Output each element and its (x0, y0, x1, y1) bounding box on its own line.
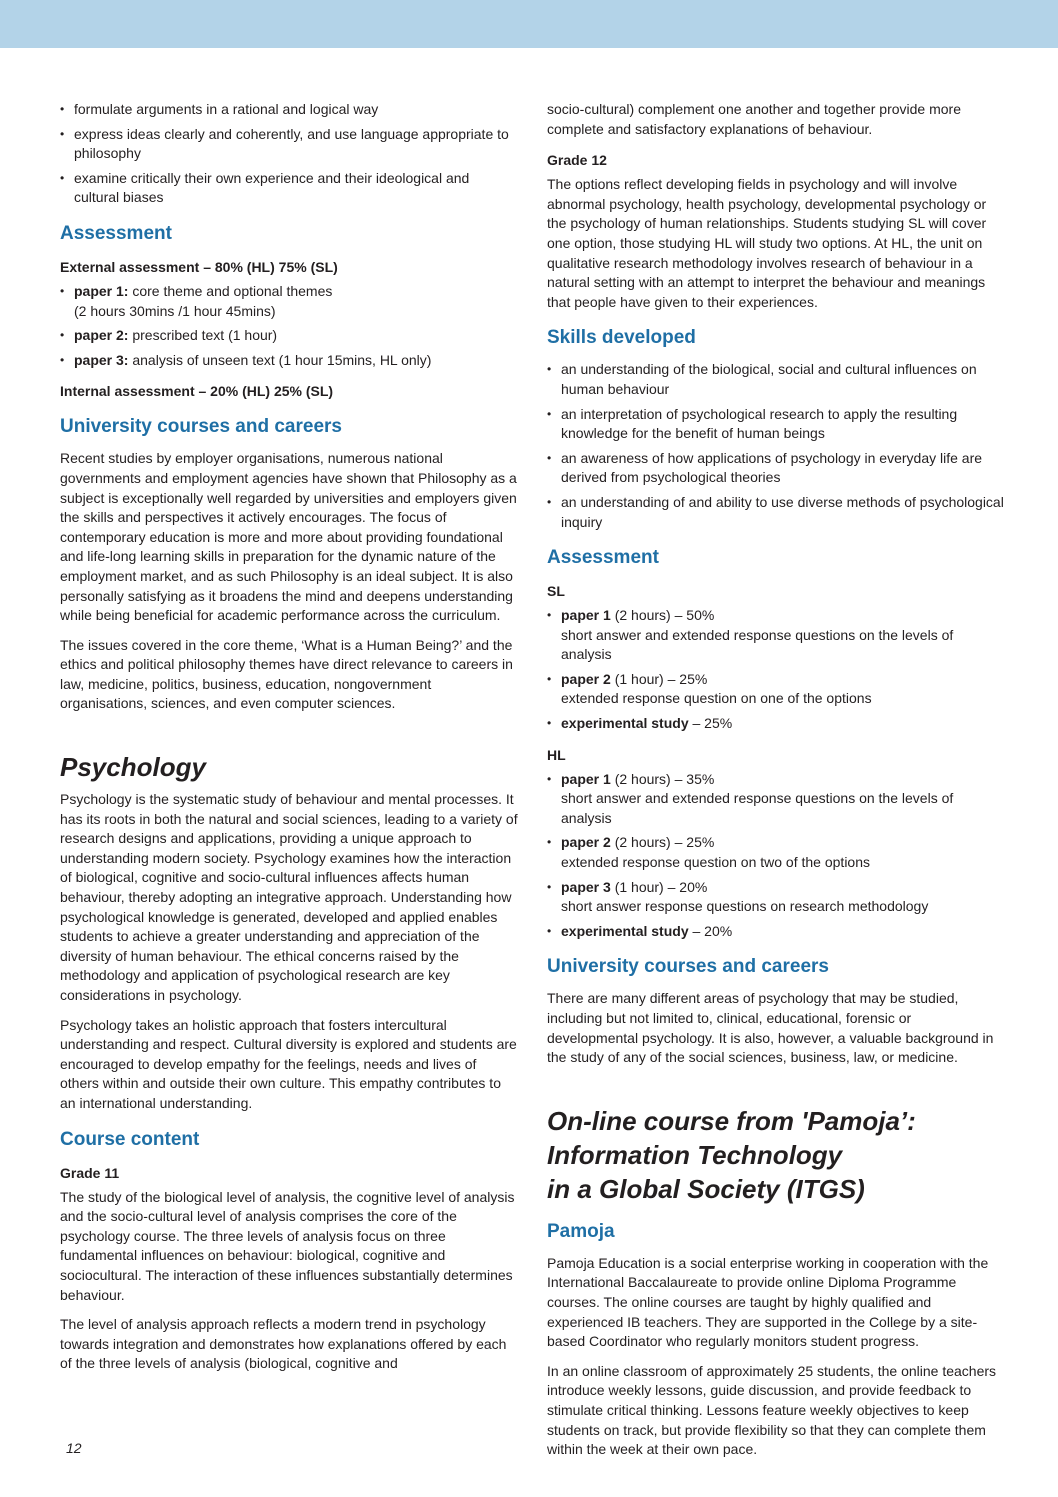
paper-detail: extended response question on one of the options (561, 690, 872, 707)
list-item: • an understanding of and ability to use diverse methods of psychological inquiry (547, 493, 1005, 532)
skills-list (547, 360, 1005, 532)
assessment-heading: Assessment (60, 222, 172, 244)
external-assessment-heading: External assessment – 80% (HL) 75% (SL) (60, 258, 338, 275)
paper-label: paper 2 (561, 834, 611, 851)
sl-heading: SL (547, 583, 565, 600)
paper-text: – 20% (688, 922, 733, 939)
list-item: • an understanding of the biological, social and cultural influences on human behaviour (547, 360, 1005, 399)
continued-paragraph: socio-cultural) complement one another and together provide more complete and satisfactory explanations of behaviour. (547, 101, 962, 137)
list-item (60, 282, 518, 321)
paper-text: (2 hours) – 25% (610, 834, 715, 851)
philosophy-aims-list (60, 100, 518, 208)
grade-11-paragraph: The study of the biological level of analysis, the cognitive level of analysis and the socio-cultural level of analysis comprises the core of the psychology course. The three levels of analysis focus on three fundamental influences on behaviour: biological, cognitive and sociocultural. The interaction of these influences substantially determines behaviour. (60, 1188, 515, 1303)
list-item (547, 878, 1005, 917)
list-item: • express ideas clearly and coherently, and use language appropriate to philosophy (60, 125, 518, 164)
careers-heading: University courses and careers (547, 956, 829, 978)
left-column (60, 100, 518, 1384)
internal-assessment-heading: Internal assessment – 20% (HL) 25% (SL) (60, 383, 334, 400)
title-line: Information Technology (547, 1139, 843, 1170)
list-item: • an awareness of how applications of psychology in everyday life are derived from psychological theories (547, 449, 1005, 488)
paper-label: experimental study (561, 715, 689, 732)
paper-text: (2 hours) – 35% (610, 770, 715, 787)
paper-detail: extended response question on two of the options (561, 854, 870, 871)
psychology-paragraph: Psychology takes an holistic approach that fosters intercultural understanding and respect. Cultural diversity is explored and students are encouraged to develop empathy for the feelings, needs and lives of others within and outside their own culture. This empathy contributes to an international understanding. (60, 1016, 517, 1111)
paper-text: (2 hours) – 50% (610, 607, 715, 624)
pamoja-paragraph: Pamoja Education is a social enterprise working in cooperation with the International Baccalaureate to provide online Diploma Programme courses. The online courses are taught by highly qualified and experienced IB teachers. They are supported in the College by a site-based Coordinator who regularly monitors student progress. (547, 1254, 989, 1350)
assessment-heading: Assessment (547, 547, 659, 569)
paper-text: analysis of unseen text (1 hour 15mins, HL only) (128, 351, 432, 368)
pamoja-heading: Pamoja (547, 1220, 615, 1242)
careers-paragraph: Recent studies by employer organisations, numerous national governments and employment agencies have shown that Philosophy as a subject is exceptionally well regarded by universities and employers given the skills and perspectives it actively encourages. The focus of contemporary education is more and more about providing foundational and life-long learning skills in preparation for the dynamic nature of the employment market, and as such Philosophy is an ideal subject. It is also personally satisfying as it broadens the mind and deepens understanding while being beneficial for academic performance across the curriculum. (60, 450, 517, 624)
careers-paragraph: The issues covered in the core theme, ‘What is a Human Being?’ and the ethics and political philosophy themes have direct relevance to careers in law, medicine, politics, business, education, nongovernment organisations, sciences, and even computer sciences. (60, 636, 513, 712)
philosophy-papers-list (60, 282, 518, 370)
paper-label: paper 3 (561, 878, 611, 895)
list-item (547, 670, 1005, 709)
course-content-heading: Course content (60, 1128, 200, 1150)
page-number: 12 (66, 1440, 82, 1456)
list-item (547, 714, 1005, 734)
sl-assessment-list (547, 606, 1005, 734)
list-item (60, 351, 518, 371)
itgs-title (547, 1104, 1005, 1206)
paper-label: paper 3: (74, 351, 129, 368)
paper-detail: short answer response questions on research methodology (561, 898, 929, 915)
careers-heading: University courses and careers (60, 416, 342, 438)
header-band (0, 0, 1058, 48)
list-item: • examine critically their own experience and their ideological and cultural biases (60, 169, 518, 208)
list-item (547, 922, 1005, 942)
paper-label: paper 1: (74, 282, 129, 299)
paper-text: (1 hour) – 25% (610, 670, 708, 687)
grade-12-paragraph: The options reflect developing fields in psychology and will involve abnormal psychology, health psychology, developmental psychology or the psychology of human relationships. Students studying SL will cover one option, those studying HL will study two options. At HL, the unit on qualitative research methodology involves research of behaviour in a natural setting with an attempt to interpret the behaviour and meanings that people have given to their experiences. (547, 176, 987, 310)
list-item (547, 770, 1005, 829)
paper-text: prescribed text (1 hour) (128, 327, 278, 344)
list-item (547, 833, 1005, 872)
hl-heading: HL (547, 746, 566, 763)
careers-paragraph: There are many different areas of psychology that may be studied, including but not limited to, clinical, educational, forensic or developmental psychology. It is also, however, a valuable background in the study of any of the social sciences, business, law, or medicine. (547, 990, 994, 1066)
paper-label: experimental study (561, 922, 689, 939)
paper-text: (1 hour) – 20% (610, 878, 708, 895)
grade-11-heading: Grade 11 (60, 1164, 120, 1181)
title-line: On-line course from 'Pamoja’: (547, 1105, 916, 1136)
grade-12-heading: Grade 12 (547, 152, 607, 169)
paper-label: paper 2 (561, 670, 611, 687)
paper-text: – 25% (688, 715, 733, 732)
list-item (547, 606, 1005, 665)
paper-label: paper 1 (561, 770, 611, 787)
paper-detail: short answer and extended response questions on the levels of analysis (561, 626, 954, 663)
paper-label: paper 1 (561, 607, 611, 624)
hl-assessment-list (547, 770, 1005, 942)
right-column (547, 100, 1005, 1470)
pamoja-paragraph: In an online classroom of approximately 25 students, the online teachers introduce weekly lessons, guide discussion, and provide feedback to stimulate critical thinking. Lessons feature weekly objectives to keep students on track, but provide flexibility so that they can complete them within the week at their own pace. (547, 1362, 997, 1458)
list-item (60, 326, 518, 346)
psychology-paragraph: Psychology is the systematic study of behaviour and mental processes. It has its roots in both the natural and social sciences, leading to a variety of research designs and applications, providing a unique approach to understanding modern society. Psychology examines how the interaction of biological, cognitive and socio-cultural influences affects human behaviour, thereby adopting an integrative approach. Understanding how psychological knowledge is generated, developed and applied enables students to achieve a greater understanding and appreciation of the diversity of human behaviour. The ethical concerns raised by the methodology and application of psychological research are key considerations in psychology. (60, 791, 518, 1003)
paper-label: paper 2: (74, 327, 129, 344)
skills-heading: Skills developed (547, 327, 696, 349)
paper-text: core theme and optional themes (128, 282, 333, 299)
title-line: in a Global Society (ITGS) (547, 1173, 865, 1204)
paper-detail: (2 hours 30mins /1 hour 45mins) (74, 302, 276, 319)
grade-11-paragraph: The level of analysis approach reflects a modern trend in psychology towards integration and demonstrates how explanations offered by each of the three levels of analysis (biological, cognitive and (60, 1316, 507, 1372)
psychology-title: Psychology (60, 752, 206, 783)
list-item: • an interpretation of psychological research to apply the resulting knowledge for the benefit of human beings (547, 405, 1005, 444)
paper-detail: short answer and extended response questions on the levels of analysis (561, 790, 954, 826)
list-item: • formulate arguments in a rational and logical way (60, 100, 518, 120)
